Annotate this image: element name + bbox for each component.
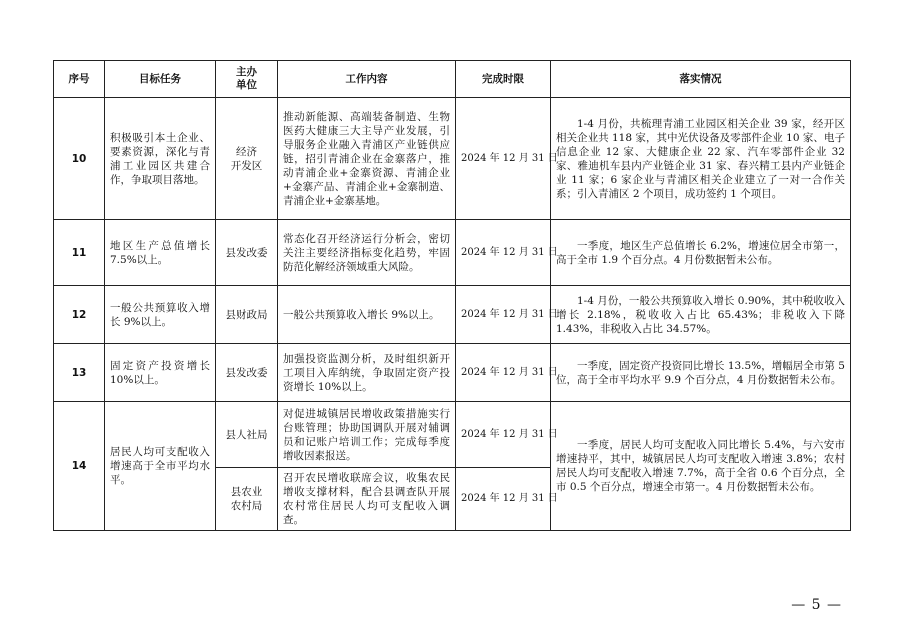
row-unit [216,468,278,531]
row-deadline: 2024 年 12 月 31 日 [456,344,551,402]
row-implementation: 一季度，居民人均可支配收入同比增长 5.4%，与六安市增速持平，其中，城镇居民人均可支配收入增速 3.8%；农村居民人均可支配收入增速 7.7%，高于全省 0.6 个百分点，全市 0.5 个百分点，增速全市第一。4 月份数据暂未公布。 [551,402,851,531]
row-task: 固定资产投资增长 10%以上。 [105,344,216,402]
table-row [54,402,851,468]
row-unit-label: 经济 开发区 [230,145,263,172]
row-number: 10 [54,98,105,220]
row-deadline: 2024 年 12 月 31 日 [456,286,551,344]
row-unit [216,98,278,220]
row-task: 一般公共预算收入增长 9%以上。 [105,286,216,344]
row-task: 地区生产总值增长 7.5%以上。 [105,220,216,286]
row-number: 14 [54,402,105,531]
row-unit: 县人社局 [216,402,278,468]
row-number: 12 [54,286,105,344]
table-header-row [54,61,851,98]
row-number: 13 [54,344,105,402]
row-deadline: 2024 年 12 月 31 日 [456,402,551,468]
task-table [53,60,851,531]
row-work: 一般公共预算收入增长 9%以上。 [278,286,456,344]
table-row [54,344,851,402]
row-work: 常态化召开经济运行分析会，密切关注主要经济指标变化趋势，牢固防范化解经济领域重大风险。 [278,220,456,286]
row-unit: 县发改委 [216,220,278,286]
row-unit: 县发改委 [216,344,278,402]
header-no: 序号 [54,61,105,98]
row-deadline: 2024 年 12 月 31 日 [456,220,551,286]
row-work: 加强投资监测分析，及时组织新开工项目入库纳统，争取固定资产投资增长 10%以上。 [278,344,456,402]
row-work: 召开农民增收联席会议，收集农民增收支撑材料，配合县调查队开展农村常住居民人均可支配收入调查。 [278,468,456,531]
page-number: — 5 — [791,597,842,613]
row-implementation: 1-4 月份，一般公共预算收入增长 0.90%，其中税收收入增长 2.18%，税收收入占比 65.43%；非税收入下降 1.43%，非税收入占比 34.57%。 [551,286,851,344]
row-deadline: 2024 年 12 月 31 日 [456,98,551,220]
table-row [54,286,851,344]
header-task: 目标任务 [105,61,216,98]
row-task: 积极吸引本土企业、要素资源，深化与青浦工业园区共建合作，争取项目落地。 [105,98,216,220]
table-row [54,98,851,220]
row-implementation: 1-4 月份，共梳理青浦工业园区相关企业 39 家，经开区相关企业共 118 家，其中光伏设备及零部件企业 10 家、电子信息企业 12 家、大健康企业 22 家、汽车零部件企业 32 家、雅迪机车县内产业链企业 31 家、春兴精工县内产业链企业 11 家；6 家企业与青浦区相关企业建立了一对一合作关系；引入青浦区 2 个项目，成功签约 1 个项目。 [551,98,851,220]
header-unit [216,61,278,98]
row-work: 对促进城镇居民增收政策措施实行台账管理；协助国调队开展对辅调员和记账户培训工作；完成每季度增收因素报送。 [278,402,456,468]
row-number: 11 [54,220,105,286]
header-work: 工作内容 [278,61,456,98]
header-implementation: 落实情况 [551,61,851,98]
row-implementation: 一季度，地区生产总值增长 6.2%，增速位居全市第一，高于全市 1.9 个百分点。4 月份数据暂未公布。 [551,220,851,286]
row-implementation: 一季度，固定资产投资同比增长 13.5%，增幅居全市第 5 位，高于全市平均水平 9.9 个百分点，4 月份数据暂未公布。 [551,344,851,402]
row-unit: 县财政局 [216,286,278,344]
table-row [54,220,851,286]
header-deadline: 完成时限 [456,61,551,98]
row-task: 居民人均可支配收入增速高于全市平均水平。 [105,402,216,531]
header-unit-label: 主办 单位 [236,66,257,91]
row-unit-label: 县农业 农村局 [230,486,263,512]
row-deadline: 2024 年 12 月 31 日 [456,468,551,531]
row-work: 推动新能源、高端装备制造、生物医药大健康三大主导产业发展，引导服务企业融入青浦区产业链供应链，招引青浦企业在金寨落户，推动青浦企业+金寨资源、青浦企业+金寨产品、青浦企业+金寨制造、青浦企业+金寨基地。 [278,98,456,220]
